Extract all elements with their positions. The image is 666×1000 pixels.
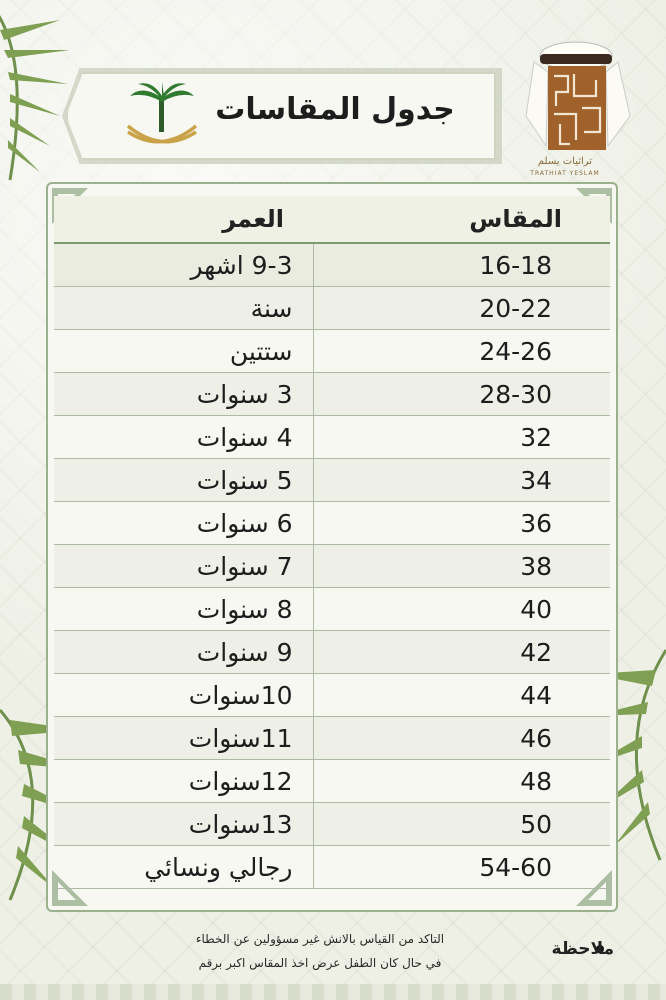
size-cell: 42 (520, 637, 552, 667)
age-cell: 10سنوات (54, 674, 314, 716)
age-cell: 13سنوات (54, 803, 314, 845)
table-row (54, 717, 610, 760)
size-cell: 46 (520, 723, 552, 753)
table-row (54, 244, 610, 287)
size-cell: 20-22 (479, 293, 552, 323)
palm-swords-emblem-icon (122, 78, 202, 154)
age-cell: 7 سنوات (54, 545, 314, 587)
table-row (54, 588, 610, 631)
size-cell: 32 (520, 422, 552, 452)
age-cell: رجالي ونسائي (54, 846, 314, 888)
table-row (54, 760, 610, 803)
age-cell: 8 سنوات (54, 588, 314, 630)
note-label: ملاحظة (551, 939, 614, 959)
table-row (54, 803, 610, 846)
size-cell: 44 (520, 680, 552, 710)
page-title: جدول المقاسات (215, 92, 455, 127)
table-row (54, 459, 610, 502)
bottom-ornament-band (0, 984, 666, 1000)
table-row (54, 373, 610, 416)
age-cell: 6 سنوات (54, 502, 314, 544)
brand-latin-name: TRATHIAT YESLAM (530, 170, 600, 177)
age-cell: 5 سنوات (54, 459, 314, 501)
age-cell: 9-3 اشهر (54, 244, 314, 286)
brand-name: تراثيات يسلم (537, 156, 593, 167)
age-cell: سنة (54, 287, 314, 329)
table-body (54, 244, 610, 889)
table-row (54, 674, 610, 717)
size-cell: 54-60 (479, 852, 552, 882)
palm-leaf-decoration-top-left (0, 0, 80, 190)
size-cell: 38 (520, 551, 552, 581)
age-cell: 4 سنوات (54, 416, 314, 458)
table-row (54, 287, 610, 330)
size-cell: 28-30 (479, 379, 552, 409)
size-cell: 50 (520, 809, 552, 839)
age-cell: 3 سنوات (54, 373, 314, 415)
column-header-age: العمر (222, 205, 284, 233)
age-cell: 9 سنوات (54, 631, 314, 673)
size-cell: 24-26 (479, 336, 552, 366)
age-cell: 12سنوات (54, 760, 314, 802)
table-row (54, 502, 610, 545)
size-cell: 34 (520, 465, 552, 495)
column-header-size: المقاس (469, 205, 562, 233)
size-cell: 16-18 (479, 250, 552, 280)
age-cell: ستتين (54, 330, 314, 372)
size-cell: 48 (520, 766, 552, 796)
table-row (54, 631, 610, 674)
table-header (54, 196, 610, 244)
size-table (54, 196, 610, 889)
note-line-2: في حال كان الطفل عرض اخذ المقاس اكبر برقم (198, 956, 442, 970)
age-cell: 11سنوات (54, 717, 314, 759)
table-row (54, 416, 610, 459)
size-cell: 40 (520, 594, 552, 624)
table-row (54, 846, 610, 889)
size-cell: 36 (520, 508, 552, 538)
table-row (54, 545, 610, 588)
note-line-1: التاكد من القياس بالانش غير مسؤولين عن الخطاء (195, 932, 445, 946)
table-row (54, 330, 610, 373)
